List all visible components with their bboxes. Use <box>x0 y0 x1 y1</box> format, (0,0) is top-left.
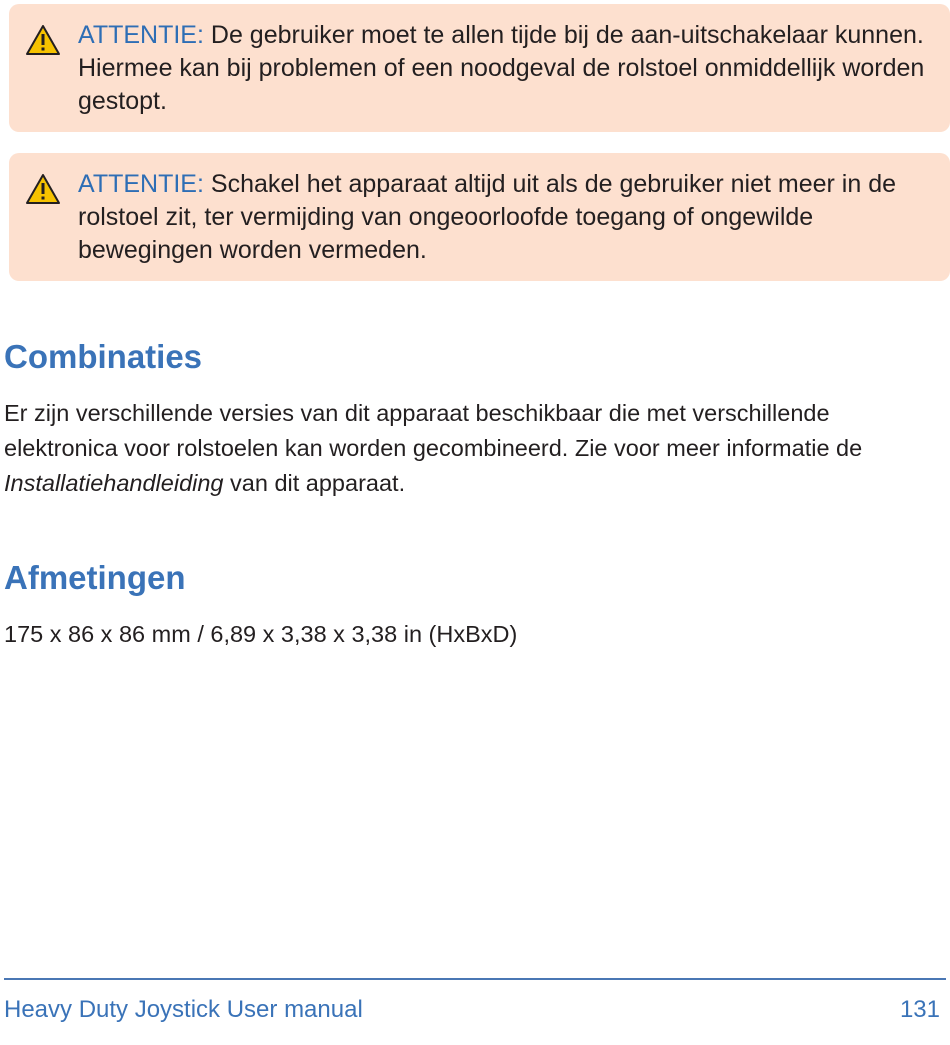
warning-message: Schakel het apparaat altijd uit als de gebruiker niet meer in de rolstoel zit, ter vermijding van ongeoorloofde toegang of ongewilde bewegingen worden vermeden. <box>78 170 897 264</box>
warning-text <box>78 168 944 267</box>
combinaties-text-after: van dit apparaat. <box>230 470 406 496</box>
footer-divider <box>4 978 946 980</box>
warning-triangle-icon <box>25 24 61 56</box>
warning-message: De gebruiker moet te allen tijde bij de aan-uitschakelaar kunnen. Hiermee kan bij problemen of een noodgeval de rolstoel onmiddellijk worden gestopt. <box>78 21 925 115</box>
dimensions-text: 175 x 86 x 86 mm / 6,89 x 3,38 x 3,38 in (HxBxD) <box>4 621 518 647</box>
warning-text <box>78 19 944 118</box>
section-heading-combinaties: Combinaties <box>4 338 203 375</box>
combinaties-paragraph <box>4 396 946 501</box>
page-number: 131 <box>899 996 940 1023</box>
footer-manual-title: Heavy Duty Joystick User manual <box>4 996 363 1023</box>
warning-label: ATTENTIE: <box>78 21 204 49</box>
warning-box-2 <box>9 153 950 281</box>
warning-triangle-icon <box>25 173 61 205</box>
warning-label: ATTENTIE: <box>78 170 204 198</box>
section-heading-afmetingen: Afmetingen <box>4 559 186 596</box>
warning-box-1 <box>9 4 950 132</box>
combinaties-text-before: Er zijn verschillende versies van dit apparaat beschikbaar die met verschillende elektronica voor rolstoelen kan worden gecombineerd. Zie voor meer informatie de <box>4 400 863 461</box>
installation-manual-reference: Installatiehandleiding <box>4 470 224 496</box>
